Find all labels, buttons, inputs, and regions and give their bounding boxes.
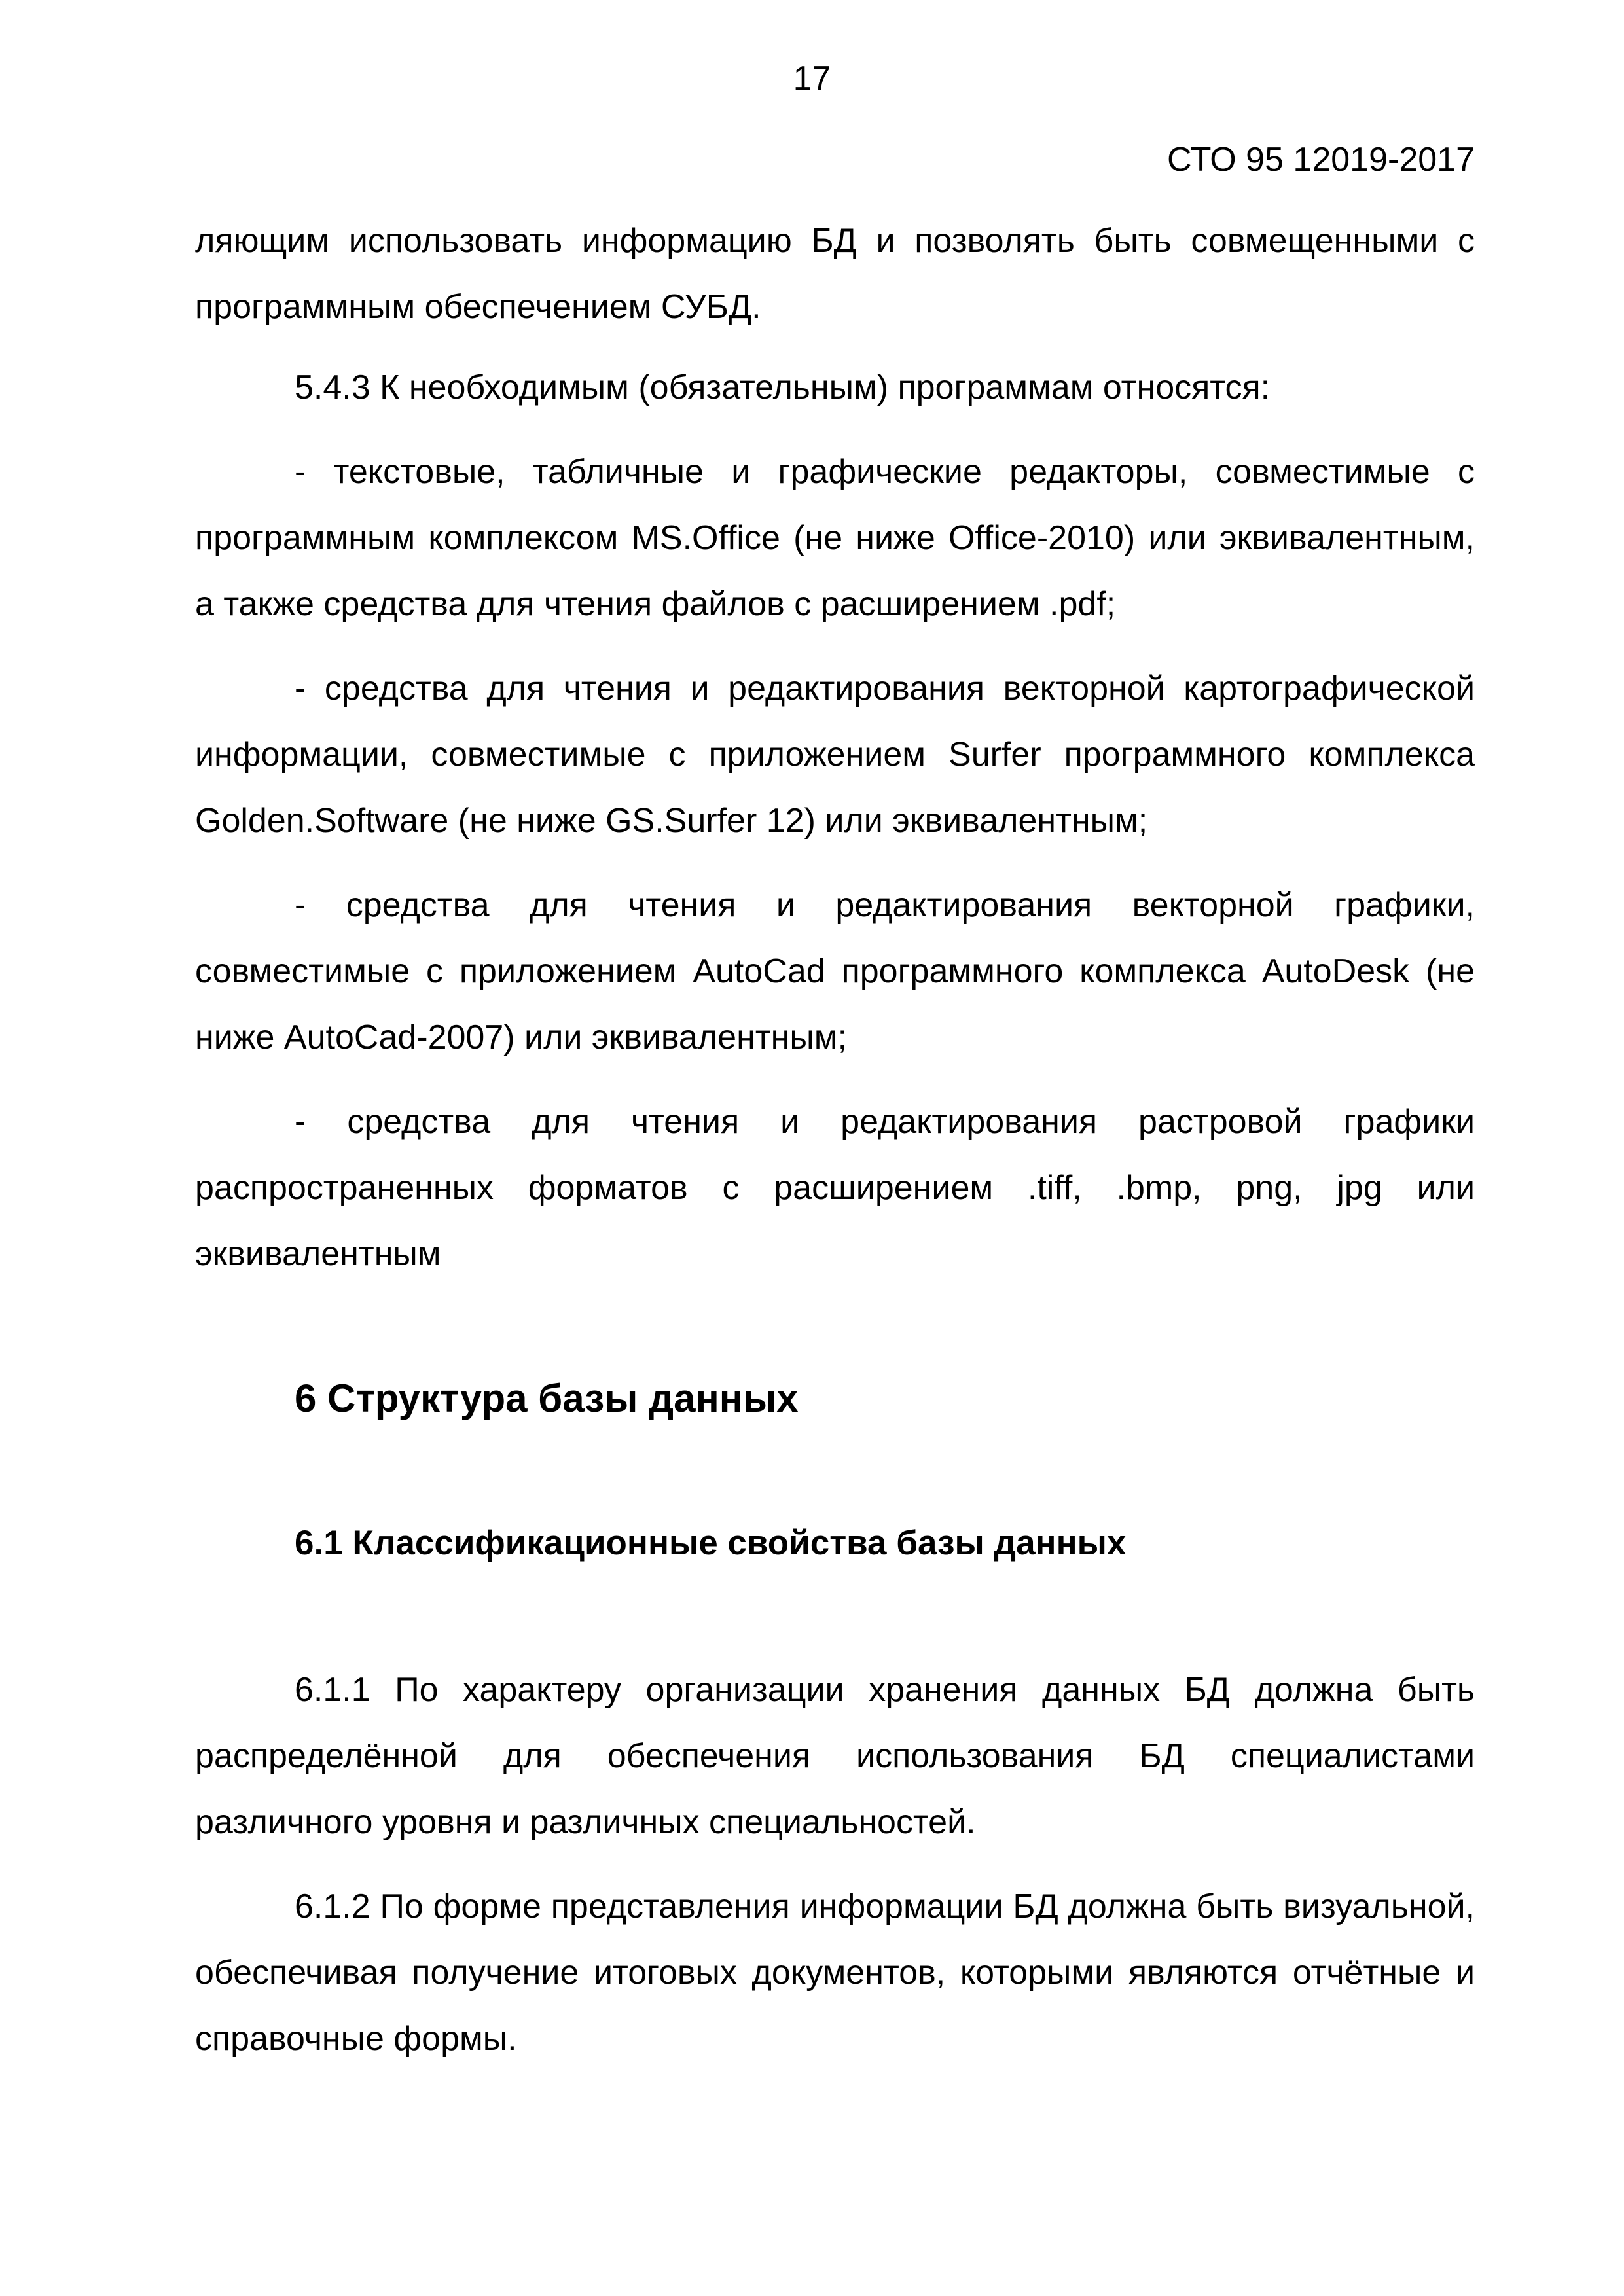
list-item-vector-cartography: - средства для чтения и редактирования векторной картографической информации, совместимые с приложением Surfer программного комплекса Golden.Software (не ниже GS.Surfer 12) или эквивалентным; — [195, 670, 1475, 840]
page-content — [195, 208, 1475, 2072]
document-code: СТО 95 12019-2017 — [1166, 141, 1475, 179]
section-6-heading: 6 Структура базы данных — [295, 1376, 799, 1420]
continuation-paragraph: ляющим использовать информацию БД и позволять быть совмещенными с программным обеспечением СУБД. — [195, 222, 1475, 326]
list-item-vector-graphics: - средства для чтения и редактирования векторной графики, совместимые с приложением AutoCad программного комплекса AutoDesk (не ниже AutoCad-2007) или эквивалентным; — [195, 886, 1475, 1056]
paragraph-6-1-2: 6.1.2 По форме представления информации БД должна быть визуальной, обеспечивая получение итоговых документов, которыми являются отчётные и справочные формы. — [195, 1888, 1475, 2058]
paragraph-6-1-1: 6.1.1 По характеру организации хранения данных БД должна быть распределённой для обеспечения использования БД специалистами различного уровня и различных специальностей. — [195, 1671, 1475, 1841]
paragraph-5-4-3: 5.4.3 К необходимым (обязательным) программам относятся: — [295, 368, 1271, 406]
section-6-1-heading: 6.1 Классификационные свойства базы данных — [295, 1524, 1127, 1562]
list-item-raster-graphics: - средства для чтения и редактирования растровой графики распространенных форматов с расширением .tiff, .bmp, png, jpg или эквивалентным — [195, 1103, 1475, 1273]
list-item-text-editors: - текстовые, табличные и графические редакторы, совместимые с программным комплексом MS.Office (не ниже Office-2010) или эквивалентным, а также средства для чтения файлов с расширением .pdf; — [195, 453, 1475, 623]
page-number: 17 — [793, 60, 831, 98]
